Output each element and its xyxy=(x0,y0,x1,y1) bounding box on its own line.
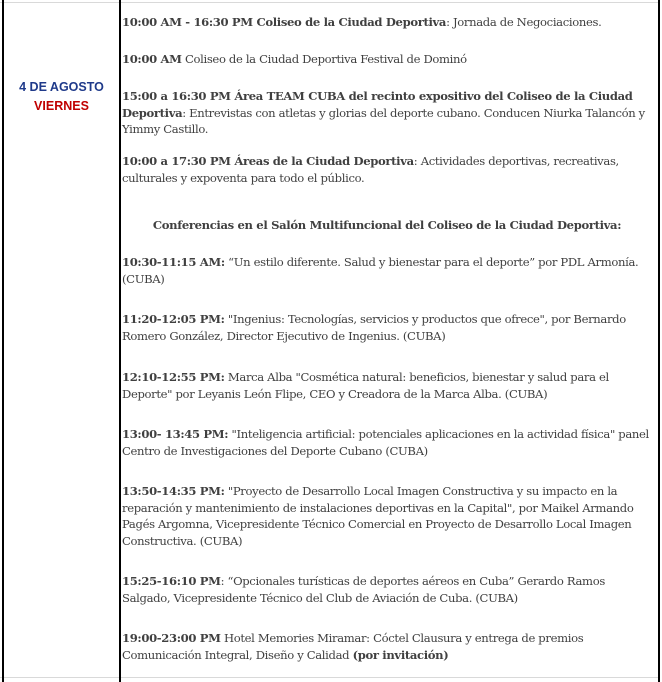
conference-text: : “Opcionales turísticas de deportes aéreos en Cuba” Gerardo Ramos Salgado, Vicepresidente Técnico del Club de Aviación de Cuba. (CUBA) xyxy=(122,574,605,605)
conference-text: Marca Alba "Cosmética natural: beneficios, bienestar y salud para el Deporte" por Leyanis León Flipe, CEO y Creadora de la Marca Alba. (CUBA) xyxy=(122,370,609,401)
conference-time: 13:00- 13:45 PM: xyxy=(122,427,229,441)
schedule-entry xyxy=(122,153,652,186)
table-bottom-border xyxy=(0,677,659,678)
conference-time: 13:50-14:35 PM: xyxy=(122,484,225,498)
conference-time: 11:20-12:05 PM: xyxy=(122,312,225,326)
conference-entry xyxy=(122,254,652,287)
conference-entry xyxy=(122,426,652,459)
conference-time: 12:10-12:55 PM: xyxy=(122,370,225,384)
conference-text: “Un estilo diferente. Salud y bienestar para el deporte” por PDL Armonía. (CUBA) xyxy=(122,255,639,286)
table-top-border xyxy=(0,2,659,3)
conference-time: 10:30-11:15 AM: xyxy=(122,255,225,269)
entry-text: : Entrevistas con atletas y glorias del deporte cubano. Conducen Niurka Talancón y Yimmy Castillo. xyxy=(122,105,645,136)
conference-entry xyxy=(122,573,652,606)
conference-text: Hotel Memories Miramar: Cóctel Clausura y entrega de premios Comunicación Integral, Diseño y Calidad xyxy=(122,631,584,662)
entry-time: 15:00 a 16:30 PM Área TEAM CUBA del recinto expositivo del Coliseo de la Ciudad Deportiva xyxy=(122,89,633,120)
schedule-entry xyxy=(122,88,652,138)
invitation-note: (por invitación) xyxy=(352,647,449,662)
table-right-border xyxy=(658,0,660,682)
entry-text: : Jornada de Negociaciones. xyxy=(446,15,602,29)
conference-entry xyxy=(122,630,652,663)
entry-text: Coliseo de la Ciudad Deportiva Festival de Dominó xyxy=(181,52,467,66)
entry-time: 10:00 a 17:30 PM Áreas de la Ciudad Deportiva xyxy=(122,154,414,168)
schedule-entry xyxy=(122,51,652,68)
entry-text: : Actividades deportivas, recreativas, culturales y expoventa para todo el público. xyxy=(122,154,619,185)
conference-entry xyxy=(122,483,652,549)
weekday-label: VIERNES xyxy=(34,99,89,113)
conference-entry xyxy=(122,311,652,344)
conference-text: "Inteligencia artificial: potenciales aplicaciones en la actividad física" panel Centro de Investigaciones del Deporte Cubano (CUBA) xyxy=(122,427,649,458)
entry-time: 10:00 AM xyxy=(122,52,182,66)
conference-time: 19:00-23:00 PM xyxy=(122,631,221,645)
table-column-divider xyxy=(119,0,121,682)
conference-text: "Ingenius: Tecnologías, servicios y productos que ofrece", por Bernardo Romero González, Director Ejecutivo de Ingenius. (CUBA) xyxy=(122,312,626,343)
date-cell xyxy=(4,78,119,116)
conference-entry xyxy=(122,369,652,402)
conferences-heading: Conferencias en el Salón Multifuncional del Coliseo de la Ciudad Deportiva: xyxy=(152,218,622,232)
conference-time: 15:25-16:10 PM xyxy=(122,574,221,588)
schedule-entry xyxy=(122,14,652,31)
entry-time: 10:00 AM - 16:30 PM Coliseo de la Ciudad Deportiva xyxy=(122,15,447,29)
date-label: 4 DE AGOSTO xyxy=(19,80,104,94)
conference-text: "Proyecto de Desarrollo Local Imagen Constructiva y su impacto en la reparación y mantenimiento de instalaciones deportivas en la Capital", por Maikel Armando Pagés Argomna, Vicepresidente Técnico Comercial en Proyecto de Desarrollo Local Imagen Constructiva. (CUBA) xyxy=(122,484,634,548)
